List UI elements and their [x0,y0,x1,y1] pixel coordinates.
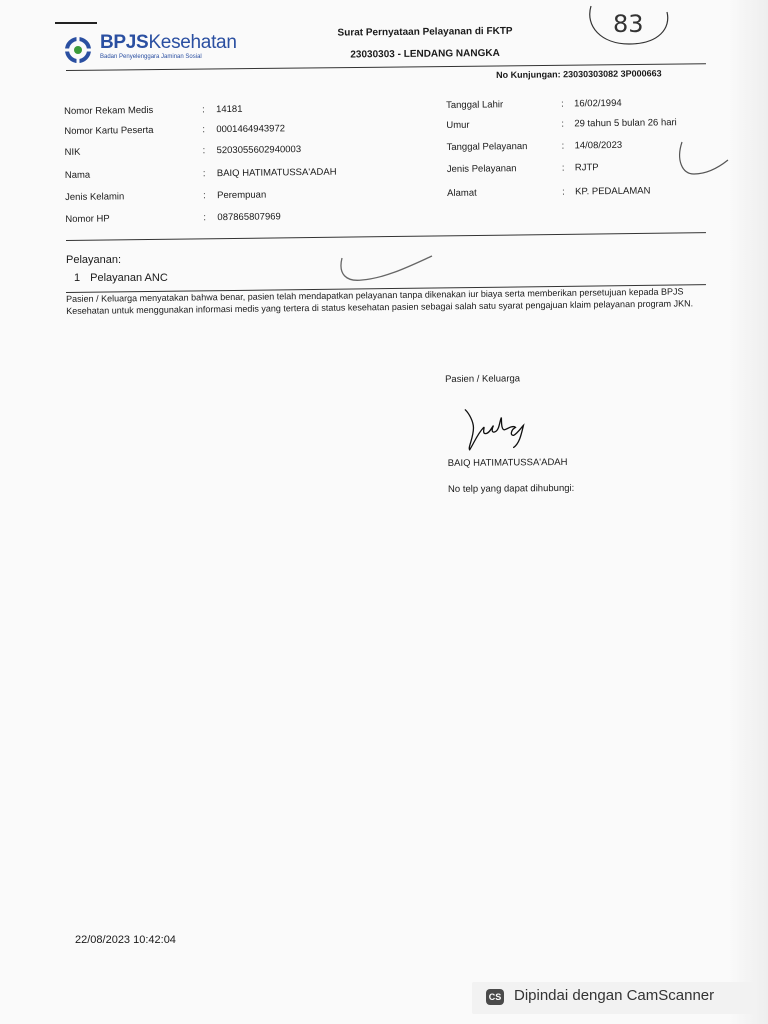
visit-number-label: No Kunjungan: [496,69,561,80]
field-label: NIK [64,146,81,158]
service-item-number: 1 [74,272,81,284]
field-colon: : [562,186,565,198]
field-label: Nama [64,169,91,181]
field-colon: : [561,118,565,130]
field-value-nik: 5203055602940003 [216,144,302,157]
field-value-nama: BAIQ HATIMATUSSA'ADAH [216,166,337,180]
field-label: Alamat [447,187,477,199]
handwritten-signature [459,403,529,454]
field-value-kartu-peserta: 0001464943972 [216,123,286,136]
field-value-rekam-medis: 14181 [215,103,243,116]
field-value-nomor-hp: 087865807969 [217,211,281,224]
field-label: Tanggal Pelayanan [446,141,528,153]
field-label: Nomor HP [65,213,110,225]
visit-number-value: 23030303082 3P000663 [563,68,662,80]
logo-subtitle: Badan Penyelenggara Jaminan Sosial [100,54,202,60]
handwritten-page-number [583,0,673,50]
camscanner-text: Dipindai dengan CamScanner [514,987,715,1004]
field-colon: : [201,104,205,116]
logo-word-bpjs: BPJS [100,32,149,53]
document-title: Surat Pernyataan Pelayanan di FKTP [337,25,513,39]
top-pen-mark [55,22,97,24]
logo-word-kesehatan: Kesehatan [148,32,237,53]
field-colon: : [203,190,206,202]
field-value-jenis-pelayanan: RJTP [574,162,599,174]
field-colon: : [203,212,207,224]
logo-wordmark [100,32,237,54]
bpjs-logo-icon [64,36,92,64]
service-item-name: Pelayanan ANC [90,272,168,284]
services-heading: Pelayanan: [66,254,122,266]
camscanner-watermark [472,982,756,1014]
field-label: Jenis Kelamin [65,191,125,203]
consent-statement: Pasien / Keluarga menyatakan bahwa benar, pasien telah mendapatkan pelayanan tanpa dikenakan iur biaya serta memberikan persetujuan kepada BPJS Kesehatan untuk menggunakan informasi medis yang tertera di status kesehatan pasien sebagai salah satu syarat pengajuan klaim pelayanan program JKN. [66,286,694,316]
patient-info-divider [66,232,706,241]
signature-name: BAIQ HATIMATUSSA'ADAH [447,456,568,469]
field-label: Nomor Kartu Peserta [64,124,154,137]
field-value-alamat: KP. PEDALAMAN [575,185,651,198]
field-colon: : [561,162,565,174]
field-value-tanggal-pelayanan: 14/08/2023 [574,139,623,152]
visit-number [496,68,662,80]
print-timestamp: 22/08/2023 10:42:04 [75,934,176,946]
handwritten-check-mark-icon [672,140,732,180]
signature-label: Pasien / Keluarga [445,373,521,385]
bpjs-logo [64,32,254,72]
field-colon: : [202,124,206,136]
field-value-umur: 29 tahun 5 bulan 26 hari [574,117,677,130]
field-value-tanggal-lahir: 16/02/1994 [573,97,622,110]
field-label: Umur [446,119,470,131]
field-colon: : [202,145,206,157]
service-item [74,272,178,284]
field-colon: : [202,168,206,180]
handwritten-check-mark-icon [336,252,436,288]
field-colon: : [560,98,564,110]
signature-phone-label: No telp yang dapat dihubungi: [447,482,575,495]
field-label: Nomor Rekam Medis [64,104,154,117]
page-edge-shadow [728,0,768,1024]
field-value-jenis-kelamin: Perempuan [217,189,267,202]
handwritten-number-text: 83 [613,10,644,38]
field-label: Jenis Pelayanan [446,163,517,175]
camscanner-icon: CS [486,989,504,1005]
field-colon: : [561,140,565,152]
field-label: Tanggal Lahir [446,99,504,111]
facility-name: 23030303 - LENDANG NANGKA [350,47,500,61]
